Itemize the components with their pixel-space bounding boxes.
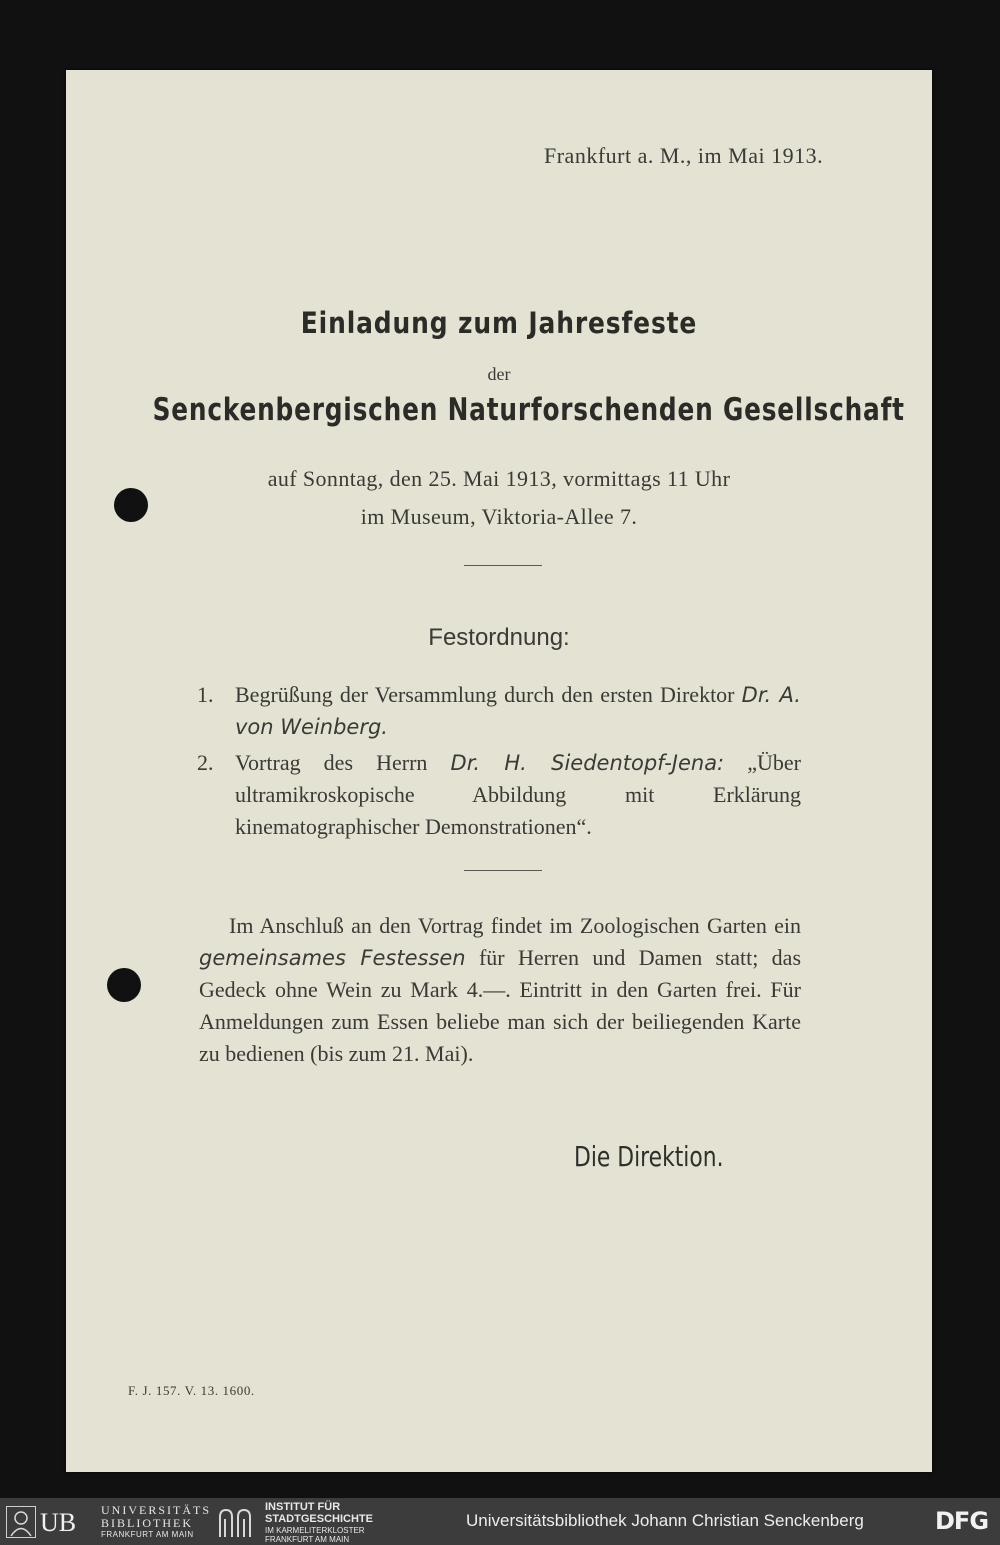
ub-logo <box>6 1506 102 1538</box>
program-list <box>197 679 801 847</box>
institute-line3: IM KARMELITERKLOSTER <box>265 1526 365 1535</box>
speaker-name: Dr. A. von Weinberg. <box>235 683 801 739</box>
footer-bar <box>0 1498 1000 1545</box>
punch-hole <box>114 488 148 522</box>
program-heading: Festordnung: <box>428 624 570 651</box>
library-name-line3: FRANKFURT AM MAIN <box>101 1530 194 1539</box>
dinner-emphasis: gemeinsames Festessen <box>199 946 466 970</box>
paragraph-text: Im Anschluß an den Vortrag findet im Zoologischen Garten ein <box>229 913 801 938</box>
library-full-name: Universitätsbibliothek Johann Christian Senckenberg <box>466 1511 864 1530</box>
paragraph-text: für Herren und Damen statt; das Gedeck ohne Wein zu Mark 4.—. Eintritt in den Garten frei. Für Anmeldungen zum Essen beliebe man sich der beiliegenden Karte zu bedienen (bis zum 21. Mai). <box>199 945 801 1066</box>
program-item <box>197 679 801 743</box>
invitation-title: Einladung zum Jahresfeste <box>300 306 698 340</box>
cloister-icon <box>216 1507 256 1537</box>
item-text: Vortrag des Herrn <box>235 750 451 775</box>
item-text: Begrüßung der Versammlung durch den ersten Direktor <box>235 682 742 707</box>
event-date: auf Sonntag, den 25. Mai 1913, vormittags 11 Uhr <box>267 466 731 491</box>
library-name-line1: UNIVERSITÄTS <box>101 1503 211 1517</box>
institute-line4: FRANKFURT AM MAIN <box>265 1535 350 1544</box>
dfg-logo: DFG <box>935 1507 989 1535</box>
divider <box>464 870 542 871</box>
portrait-icon <box>6 1506 36 1538</box>
item-number: 2. <box>197 750 214 775</box>
document-page <box>66 70 932 1472</box>
dateline: Frankfurt a. M., im Mai 1913. <box>544 143 824 168</box>
signature: Die Direktion. <box>574 1140 724 1173</box>
institute-line2: STADTGESCHICHTE <box>265 1513 373 1525</box>
program-item <box>197 747 801 843</box>
event-location: im Museum, Viktoria-Allee 7. <box>360 504 638 529</box>
library-name-line2: BIBLIOTHEK <box>101 1516 193 1530</box>
institute-line1: INSTITUT FÜR <box>265 1501 341 1513</box>
divider <box>464 565 542 566</box>
dinner-paragraph <box>199 910 801 1070</box>
title-connector: der <box>487 364 511 384</box>
ub-mark: UB <box>40 1508 77 1537</box>
speaker-name: Dr. H. Siedentopf-Jena: <box>450 751 725 775</box>
print-code: F. J. 157. V. 13. 1600. <box>128 1383 255 1398</box>
item-number: 1. <box>197 682 214 707</box>
lecture-title: „Über ultramikroskopische Abbildung mit Erklärung kinematographischer Demonstrationen“. <box>235 750 801 839</box>
punch-hole <box>107 968 141 1002</box>
society-name: Senckenbergischen Naturforschenden Gesellschaft <box>152 392 905 428</box>
